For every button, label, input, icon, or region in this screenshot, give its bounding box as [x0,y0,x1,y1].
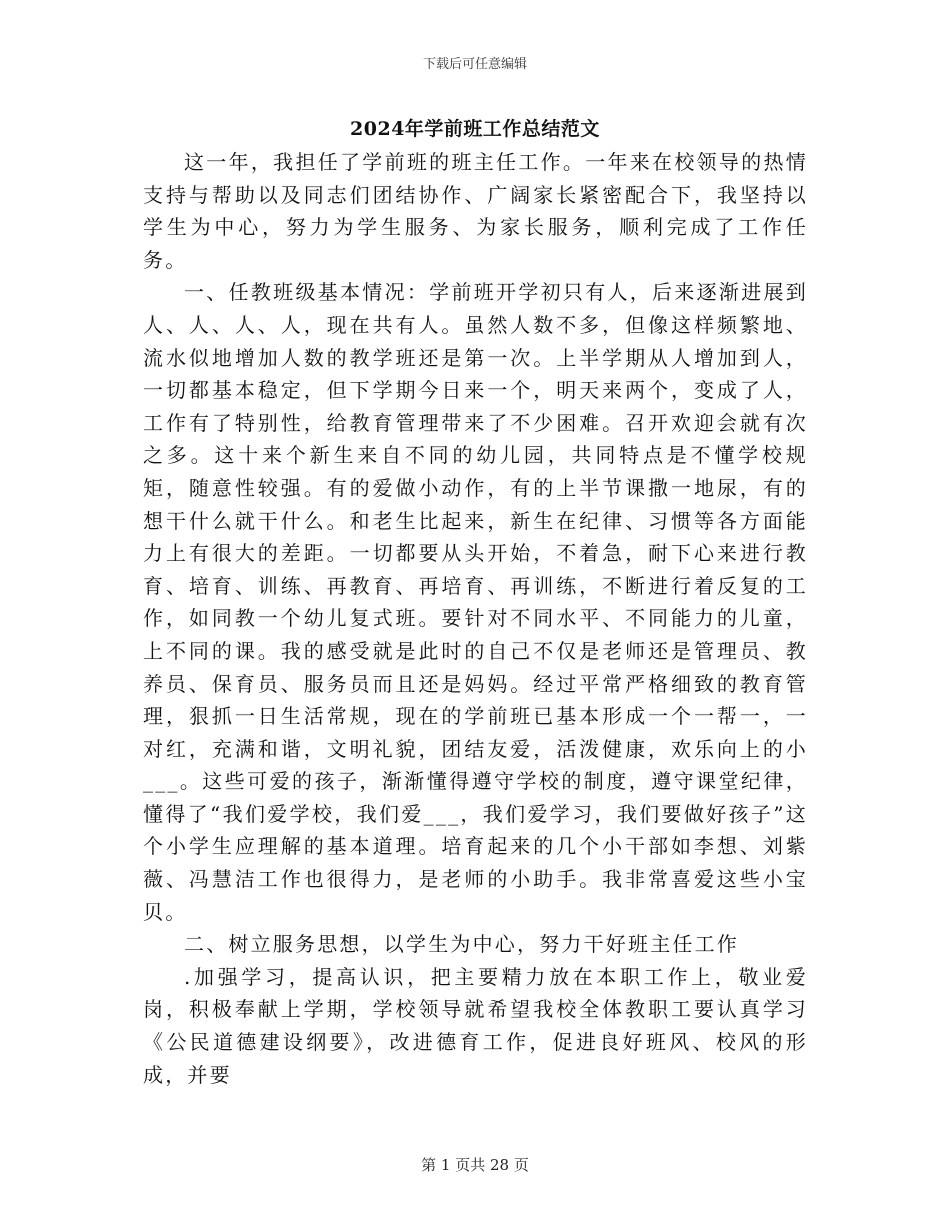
paragraph-section-2-item: .加强学习，提高认识，把主要精力放在本职工作上，敬业爱岗，积极奉献上学期，学校领导就希望我校全体教职工要认真学习《公民道德建设纲要》，改进德育工作，促进良好班风、校风的形成，并要 [143,964,808,1087]
page-header-note: 下载后可任意编辑 [422,57,527,72]
page-number-footer: 第 1 页共 28 页 [421,1156,529,1174]
document-title: 2024年学前班工作总结范文 [350,118,600,140]
paragraph-intro: 这一年，我担任了学前班的班主任工作。一年来在校领导的热情支持与帮助以及同志们团结协作、广阔家长紧密配合下，我坚持以学生为中心，努力为学生服务、为家长服务，顺利完成了工作任务。 [143,150,808,272]
paragraph-section-1: 一、任教班级基本情况：学前班开学初只有人，后来逐渐进展到人、人、人、人，现在共有人。虽然人数不多，但像这样频繁地、流水似地增加人数的教学班还是第一次。上半学期从人增加到人，一切都基本稳定，但下学期今日来一个，明天来两个，变成了人，工作有了特别性，给教育管理带来了不少困难。召开欢迎会就有次之多。这十来个新生来自不同的幼儿园，共同特点是不懂学校规矩，随意性较强。有的爱做小动作，有的上半节课撒一地尿，有的想干什么就干什么。和老生比起来，新生在纪律、习惯等各方面能力上有很大的差距。一切都要从头开始，不着急，耐下心来进行教育、培育、训练、再教育、再培育、再训练，不断进行着反复的工作，如同教一个幼儿复式班。要针对不同水平、不同能力的儿童，上不同的课。我的感受就是此时的自己不仅是老师还是管理员、教养员、保育员、服务员而且还是妈妈。经过平常严格细致的教育管理，狠抓一日生活常规，现在的学前班已基本形成一个一帮一，一对红，充满和谐，文明礼貌，团结友爱，活泼健康，欢乐向上的小___。这些可爱的孩子，渐渐懂得遵守学校的制度，遵守课堂纪律，懂得了“我们爱学校，我们爱___，我们爱学习，我们要做好孩子”这个小学生应理解的基本道理。培育起来的几个小干部如李想、刘紫薇、冯慧洁工作也很得力，是老师的小助手。我非常喜爱这些小宝贝。 [143,280,808,924]
document-body [143,146,808,1091]
paragraph-section-2-heading: 二、树立服务思想，以学生为中心，努力干好班主任工作 [184,932,739,957]
